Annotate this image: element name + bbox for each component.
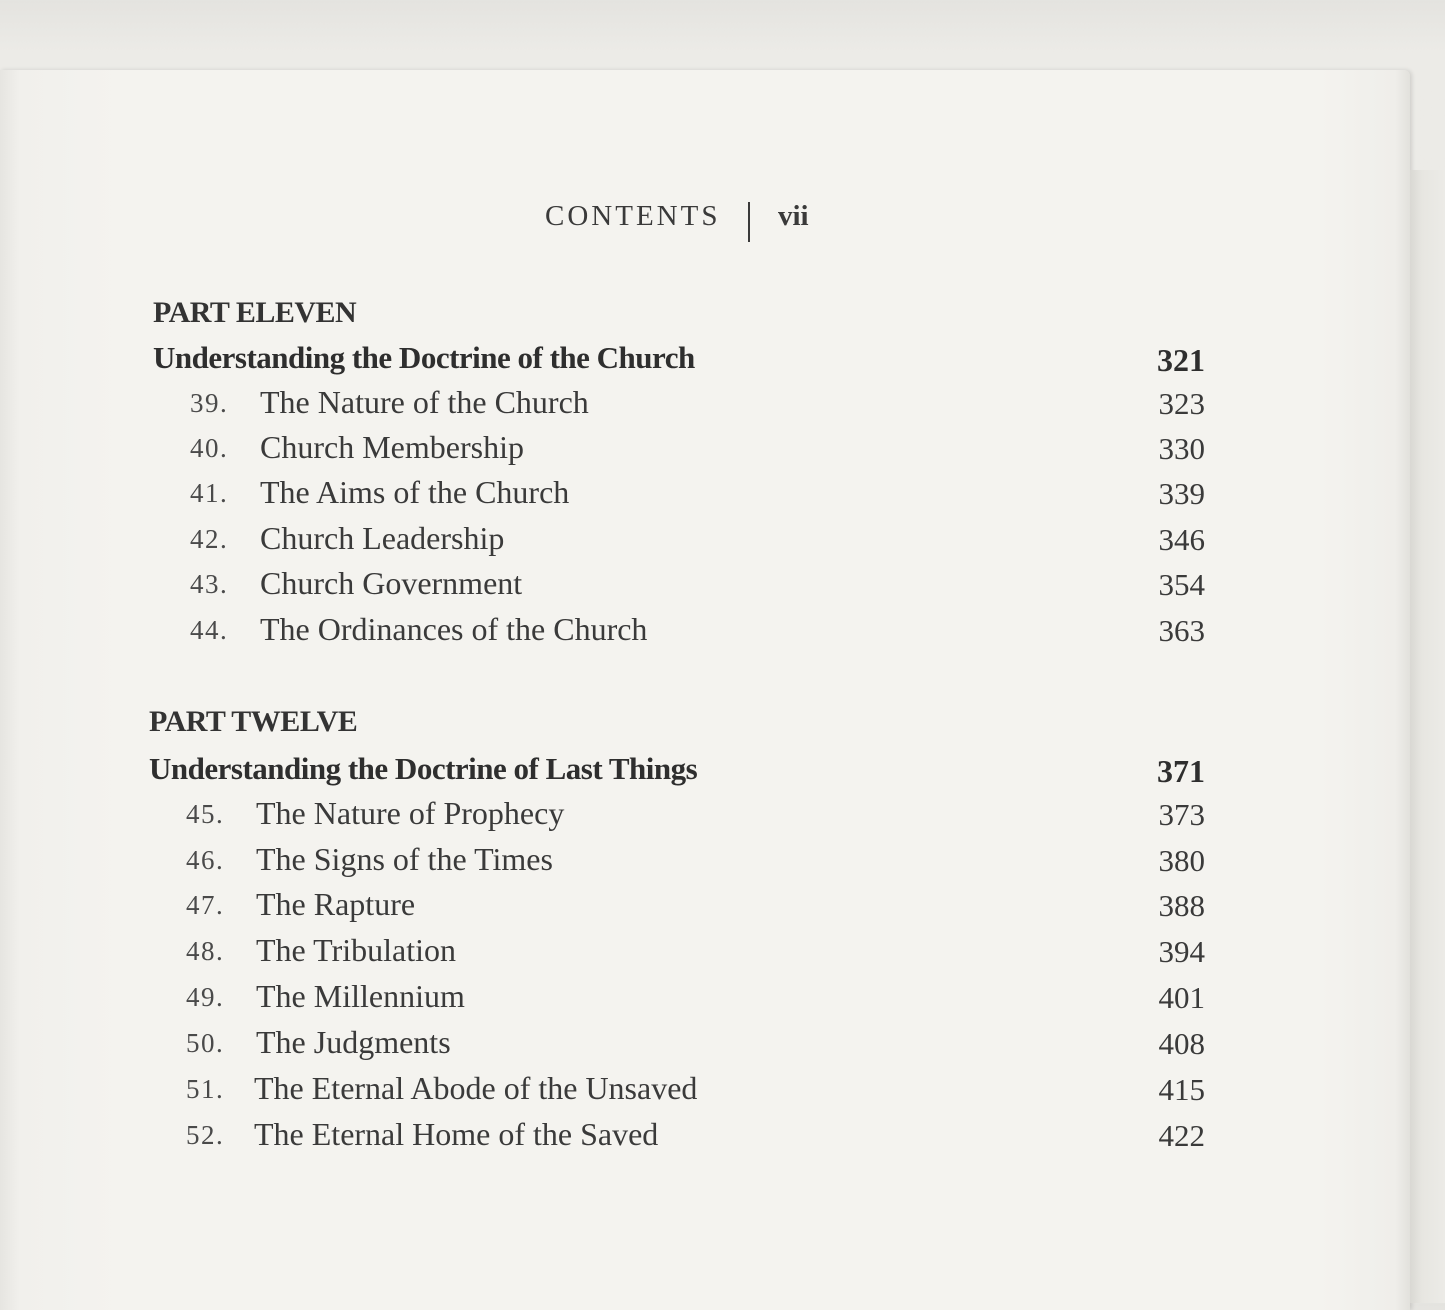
chapter-page-number: 380: [1158, 843, 1205, 878]
chapter-number: 43.: [190, 569, 229, 599]
chapter-title: The Signs of the Times: [256, 841, 553, 877]
part-label: PART TWELVE: [149, 705, 358, 738]
page-number: vii: [778, 200, 809, 232]
chapter-number: 52.: [186, 1120, 225, 1150]
chapter-page-number: 354: [1158, 567, 1205, 602]
part-label: PART ELEVEN: [153, 296, 357, 329]
chapter-title: The Nature of Prophecy: [256, 795, 565, 831]
chapter-title: The Eternal Home of the Saved: [254, 1116, 659, 1152]
running-head-separator: [748, 202, 750, 242]
chapter-page-number: 346: [1158, 522, 1205, 557]
chapter-page-number: 401: [1158, 980, 1205, 1015]
chapter-number: 42.: [190, 524, 229, 554]
part-page-number: 371: [1157, 753, 1205, 789]
chapter-title: The Tribulation: [256, 932, 457, 968]
chapter-page-number: 408: [1158, 1026, 1205, 1061]
part-title: Understanding the Doctrine of the Church: [153, 340, 695, 375]
chapter-number: 46.: [186, 845, 225, 875]
chapter-page-number: 373: [1158, 797, 1205, 832]
chapter-page-number: 422: [1158, 1118, 1205, 1153]
chapter-number: 45.: [186, 799, 225, 829]
chapter-title: Church Leadership: [260, 520, 505, 556]
chapter-title: The Aims of the Church: [260, 474, 570, 510]
chapter-number: 49.: [186, 982, 225, 1012]
chapter-number: 39.: [190, 388, 229, 418]
chapter-title: Church Government: [260, 565, 523, 601]
page-edge: [1410, 170, 1445, 1303]
chapter-title: The Millennium: [256, 978, 465, 1014]
chapter-number: 41.: [190, 478, 229, 508]
chapter-number: 44.: [190, 615, 229, 645]
chapter-page-number: 363: [1158, 613, 1205, 648]
chapter-page-number: 394: [1158, 934, 1205, 969]
chapter-page-number: 415: [1158, 1072, 1205, 1107]
chapter-title: Church Membership: [260, 429, 524, 465]
chapter-number: 40.: [190, 433, 229, 463]
chapter-page-number: 339: [1158, 476, 1205, 511]
chapter-page-number: 330: [1158, 431, 1205, 466]
part-title: Understanding the Doctrine of Last Things: [149, 751, 698, 786]
part-page-number: 321: [1157, 342, 1205, 378]
chapter-title: The Eternal Abode of the Unsaved: [254, 1070, 698, 1106]
chapter-number: 51.: [186, 1074, 225, 1104]
chapter-title: The Judgments: [256, 1024, 451, 1060]
chapter-title: The Ordinances of the Church: [260, 611, 648, 647]
chapter-page-number: 323: [1158, 386, 1205, 421]
chapter-title: The Nature of the Church: [260, 384, 589, 420]
chapter-title: The Rapture: [256, 886, 416, 922]
chapter-number: 48.: [186, 936, 225, 966]
running-head-label: CONTENTS: [545, 200, 721, 232]
chapter-page-number: 388: [1158, 888, 1205, 923]
chapter-number: 50.: [186, 1028, 225, 1058]
chapter-number: 47.: [186, 890, 225, 920]
